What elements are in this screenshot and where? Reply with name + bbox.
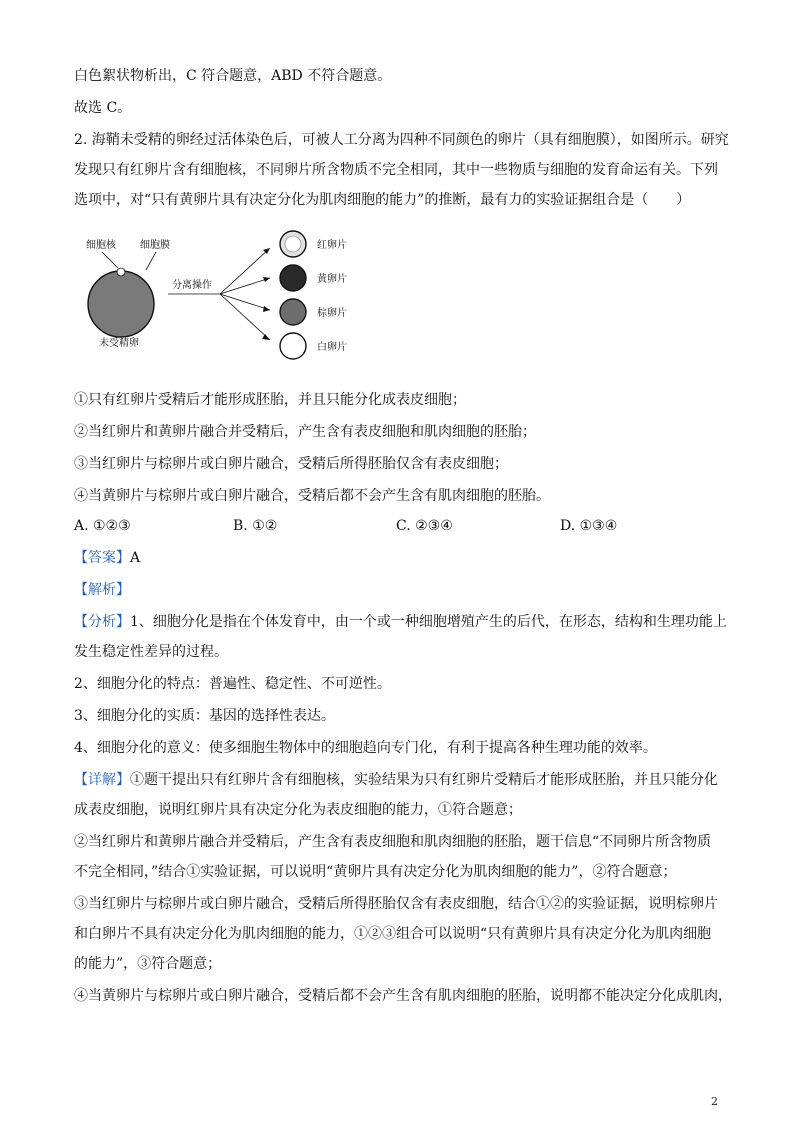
- brown-fragment: [280, 299, 306, 325]
- egg-label: 未受精卵: [99, 338, 139, 349]
- detail-line-8: ④当黄卵片与棕卵片或白卵片融合，受精后都不会产生含有肌肉细胞的胚胎，说明都不能决定分化成肌肉，: [74, 988, 732, 1004]
- egg-separation-figure: [74, 222, 404, 372]
- yellow-fragment-label: 黄卵片: [317, 274, 347, 285]
- analysis-line-5: 4、细胞分化的意义：使多细胞生物体中的细胞趋向专门化，有利于提高各种生理功能的效率。: [74, 740, 657, 756]
- membrane-label: 细胞膜: [140, 240, 170, 251]
- option-b: B. ①②: [233, 518, 278, 534]
- analysis-line-3: 2、细胞分化的特点：普遍性、稳定性、不可逆性。: [74, 676, 391, 692]
- detail-line-4: 不完全相同，”结合①实验证据，可以说明“黄卵片具有决定分化为肌肉细胞的能力”，②符合题意；: [74, 864, 677, 880]
- question-line-1: 2. 海鞘未受精的卵经过活体染色后，可被人工分离为四种不同颜色的卵片（具有细胞膜），如图所示。研究: [74, 132, 729, 148]
- red-fragment-label: 红卵片: [317, 240, 347, 251]
- question-line-2: 发现只有红卵片含有细胞核，不同卵片所含物质不完全相同，其中一些物质与细胞的发育命运有关。下列: [74, 162, 718, 178]
- detail-line-1: [74, 770, 718, 790]
- analysis-text-1: 1、细胞分化是指在个体发育中，由一个或一种细胞增殖产生的后代，在形态，结构和生理功能上: [130, 614, 727, 630]
- white-fragment-label: 白卵片: [317, 342, 347, 353]
- detail-text-1: ①题干提出只有红卵片含有细胞核，实验结果为只有红卵片受精后才能形成胚胎，并且只能分化: [130, 772, 718, 788]
- option-d: D. ①③④: [560, 518, 618, 534]
- detail-line-3: ②当红卵片和黄卵片融合并受精后，产生含有表皮细胞和肌肉细胞的胚胎，题干信息“不同卵片所含物质: [74, 834, 712, 850]
- nucleus-label: 细胞核: [86, 240, 116, 251]
- question-line-3: 选项中，对“只有黄卵片具有决定分化为肌肉细胞的能力”的推断，最有力的实验证据组合是（ ）: [74, 192, 691, 208]
- analysis-line-1: [74, 612, 727, 632]
- yellow-fragment: [280, 265, 306, 291]
- option-a: A. ①②③: [74, 518, 131, 534]
- analysis-tag: 【分析】: [74, 614, 130, 630]
- statement-4: ④当黄卵片与棕卵片或白卵片融合，受精后都不会产生含有肌肉细胞的胚胎。: [74, 488, 550, 504]
- detail-line-5: ③当红卵片与棕卵片或白卵片融合，受精后所得胚胎仅含有表皮细胞，结合①②的实验证据，说明棕卵片: [74, 896, 718, 912]
- statement-2: ②当红卵片和黄卵片融合并受精后，产生含有表皮细胞和肌肉细胞的胚胎；: [74, 424, 536, 440]
- operation-label: 分离操作: [172, 280, 212, 291]
- explain-line: [74, 580, 130, 600]
- answer-tag: 【答案】: [74, 550, 130, 566]
- egg-nucleus: [117, 268, 125, 276]
- analysis-line-4: 3、细胞分化的实质：基因的选择性表达。: [74, 708, 335, 724]
- page-number: 2: [711, 1095, 718, 1108]
- detail-line-7: 的能力”，③符合题意；: [74, 956, 222, 972]
- white-fragment: [280, 333, 306, 359]
- detail-tag: 【详解】: [74, 772, 130, 788]
- statement-3: ③当红卵片与棕卵片或白卵片融合，受精后所得胚胎仅含有表皮细胞；: [74, 456, 508, 472]
- option-c: C. ②③④: [396, 518, 453, 534]
- explain-tag: 【解析】: [74, 582, 130, 598]
- answer-line: [74, 548, 140, 568]
- detail-line-6: 和白卵片不具有决定分化为肌肉细胞的能力，①②③组合可以说明“只有黄卵片具有决定分化为肌肉细胞: [74, 926, 712, 942]
- statement-1: ①只有红卵片受精后才能形成胚胎，并且只能分化成表皮细胞；: [74, 392, 466, 408]
- unfertilized-egg: [88, 271, 154, 337]
- text-line-2: 故选 C。: [74, 100, 132, 116]
- detail-line-2: 成表皮细胞，说明红卵片具有决定分化为表皮细胞的能力，①符合题意；: [74, 802, 522, 818]
- analysis-line-2: 发生稳定性差异的过程。: [74, 644, 228, 660]
- brown-fragment-label: 棕卵片: [317, 308, 347, 319]
- answer-value: A: [130, 550, 141, 566]
- text-line-1: 白色絮状物析出，C 符合题意，ABD 不符合题意。: [74, 68, 392, 84]
